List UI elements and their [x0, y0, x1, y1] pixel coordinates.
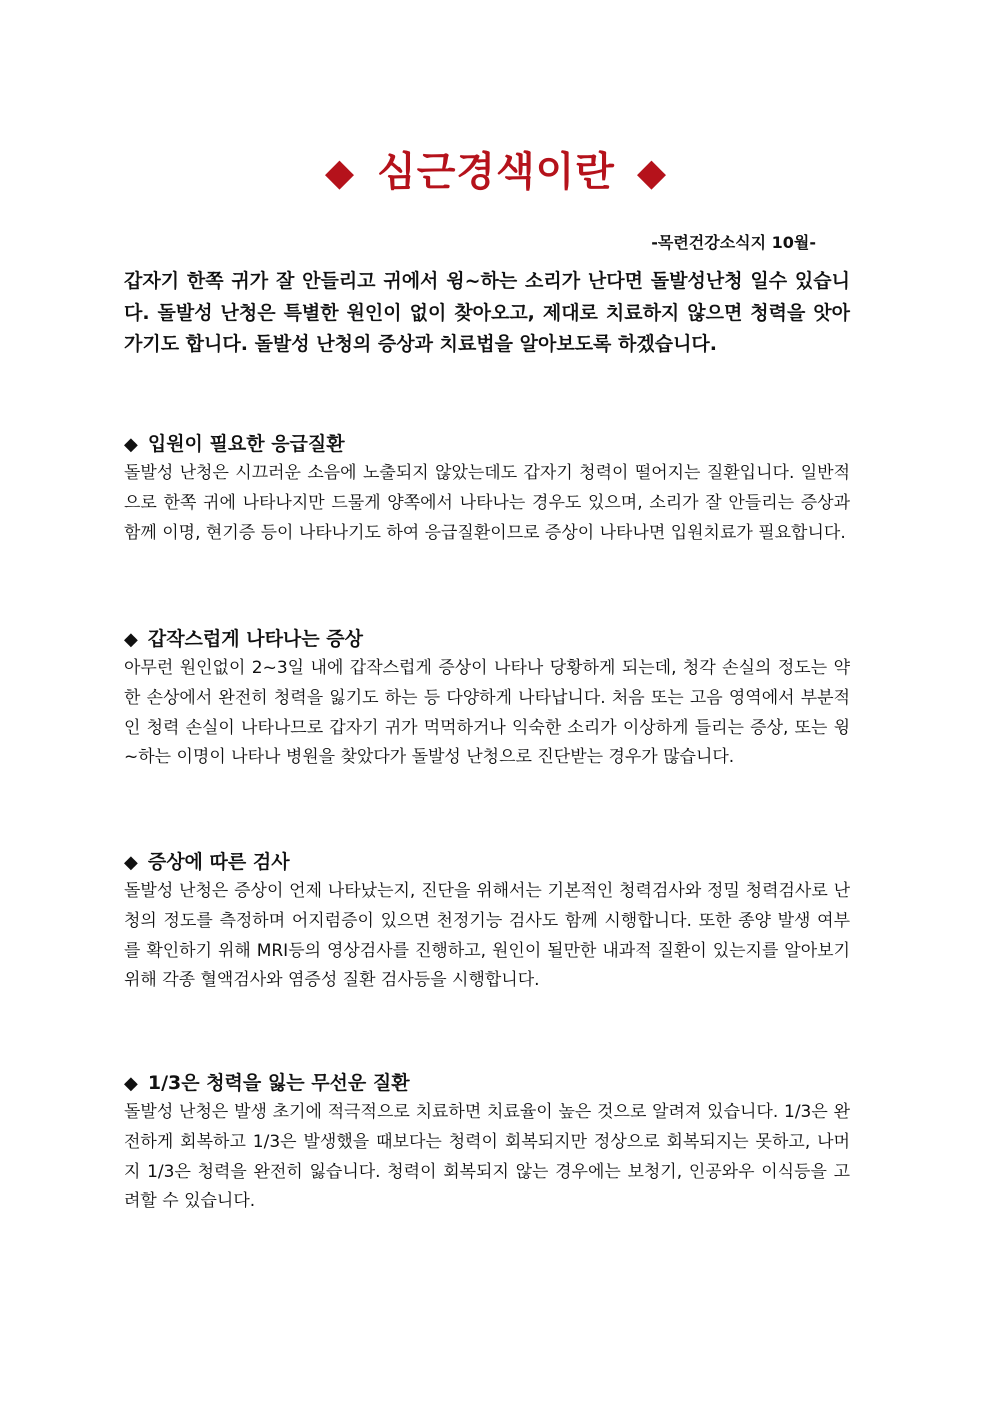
diamond-right-icon: ◆ — [636, 150, 668, 194]
section-body: 돌발성 난청은 발생 초기에 적극적으로 치료하면 치료율이 높은 것으로 알려져 있습니다. 1/3은 완전하게 회복하고 1/3은 발생했을 때보다는 청력이 회복되지만 정상으로 회복되지는 못하고, 나머지 1/3은 청력을 완전히 잃습니다. 청력이 회복되지 않는 경우에는 보청기, 인공와우 이식등을 고려할 수 있습니다. — [124, 1102, 850, 1212]
diamond-bullet-icon: ◆ — [124, 1073, 138, 1094]
section-body: 돌발성 난청은 증상이 언제 나타났는지, 진단을 위해서는 기본적인 청력검사와 정밀 청력검사로 난청의 정도를 측정하며 어지럼증이 있으면 천정기능 검사도 함께 시행합니다. 또한 종양 발생 여부를 확인하기 위해 MRI등의 영상검사를 진행하고, 원인이 될만한 내과적 질환이 있는지를 알아보기 위해 각종 혈액검사와 염증성 질환 검사등을 시행합니다. — [124, 881, 850, 991]
section-heading — [124, 624, 850, 654]
section-body: 아무런 원인없이 2~3일 내에 갑작스럽게 증상이 나타나 당황하게 되는데, 청각 손실의 정도는 약한 손상에서 완전히 청력을 잃기도 하는 등 다양하게 나타납니다. 처음 또는 고음 영역에서 부분적인 청력 손실이 나타나므로 갑자기 귀가 먹먹하거나 익숙한 소리가 이상하게 들리는 증상, 또는 윙~하는 이명이 나타나 병원을 찾았다가 돌발성 난청으로 진단받는 경우가 많습니다. — [124, 658, 850, 768]
intro-paragraph: 갑자기 한쪽 귀가 잘 안들리고 귀에서 윙~하는 소리가 난다면 돌발성난청 일수 있습니다. 돌발성 난청은 특별한 원인이 없이 찾아오고, 제대로 치료하지 않으면 청력을 앗아가기도 합니다. 돌발성 난청의 증상과 치료법을 알아보도록 하겠습니다. — [124, 270, 850, 355]
section-heading-text: 증상에 따른 검사 — [147, 851, 290, 873]
section-symptoms — [124, 624, 850, 773]
source-line: -목련건강소식지 10월- — [651, 233, 816, 252]
section-heading — [124, 1068, 850, 1098]
section-tests — [124, 847, 850, 996]
section-heading — [124, 847, 850, 877]
section-heading-text: 갑작스럽게 나타나는 증상 — [147, 628, 363, 650]
diamond-bullet-icon: ◆ — [124, 434, 138, 455]
section-body: 돌발성 난청은 시끄러운 소음에 노출되지 않았는데도 갑자기 청력이 떨어지는 질환입니다. 일반적으로 한쪽 귀에 나타나지만 드물게 양쪽에서 나타나는 경우도 있으며, 소리가 잘 안들리는 증상과 함께 이명, 현기증 등이 나타나기도 하여 응급질환이므로 증상이 나타나면 입원치료가 필요합니다. — [124, 463, 850, 543]
section-inpatient — [124, 429, 850, 548]
section-heading-text: 입원이 필요한 응급질환 — [147, 433, 345, 455]
page-title — [0, 140, 992, 197]
diamond-left-icon: ◆ — [324, 150, 356, 194]
section-heading-text: 1/3은 청력을 잃는 무선운 질환 — [147, 1072, 410, 1094]
title-text: 심근경색이란 — [377, 149, 615, 195]
diamond-bullet-icon: ◆ — [124, 852, 138, 873]
section-heading — [124, 429, 850, 459]
section-prognosis — [124, 1068, 850, 1217]
diamond-bullet-icon: ◆ — [124, 629, 138, 650]
